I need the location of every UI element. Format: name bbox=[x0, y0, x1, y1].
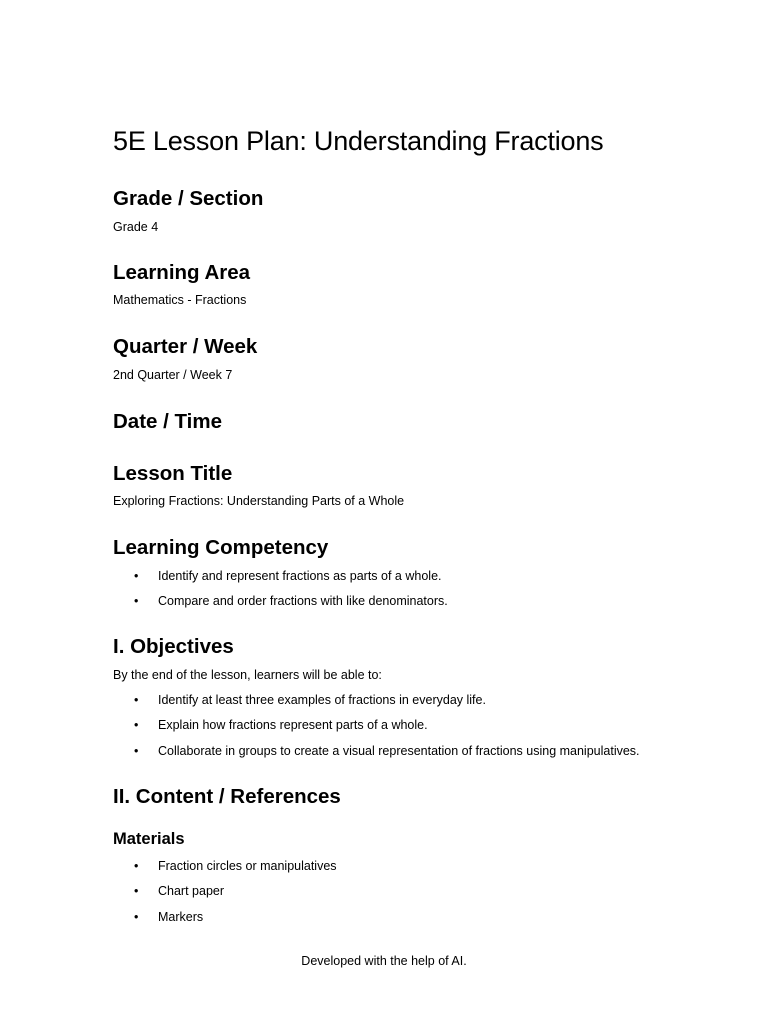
page-footer: Developed with the help of AI. bbox=[301, 954, 467, 968]
learning-area-value: Mathematics - Fractions bbox=[113, 293, 247, 307]
bullet-icon: • bbox=[134, 859, 139, 873]
objectives-intro: By the end of the lesson, learners will be able to: bbox=[113, 668, 382, 682]
objectives-heading: I. Objectives bbox=[113, 635, 234, 658]
grade-section-value: Grade 4 bbox=[113, 220, 159, 234]
lesson-title-heading: Lesson Title bbox=[113, 462, 233, 485]
date-time-heading: Date / Time bbox=[113, 410, 222, 433]
grade-section-heading: Grade / Section bbox=[113, 187, 264, 210]
lesson-title-value: Exploring Fractions: Understanding Parts of a Whole bbox=[113, 494, 405, 508]
learning-competency-heading: Learning Competency bbox=[113, 536, 329, 559]
content-references-heading: II. Content / References bbox=[113, 785, 341, 808]
quarter-week-value: 2nd Quarter / Week 7 bbox=[113, 368, 233, 382]
quarter-week-heading: Quarter / Week bbox=[113, 335, 258, 358]
materials-heading: Materials bbox=[113, 830, 185, 848]
bullet-icon: • bbox=[134, 569, 139, 583]
learning-area-heading: Learning Area bbox=[113, 261, 251, 284]
bullet-icon: • bbox=[134, 743, 139, 758]
bullet-icon: • bbox=[134, 594, 139, 609]
bullet-icon: • bbox=[134, 909, 139, 924]
document-title: 5E Lesson Plan: Understanding Fractions bbox=[113, 126, 604, 156]
bullet-icon: • bbox=[134, 718, 139, 733]
bullet-icon: • bbox=[134, 693, 139, 707]
bullet-icon: • bbox=[134, 884, 139, 899]
